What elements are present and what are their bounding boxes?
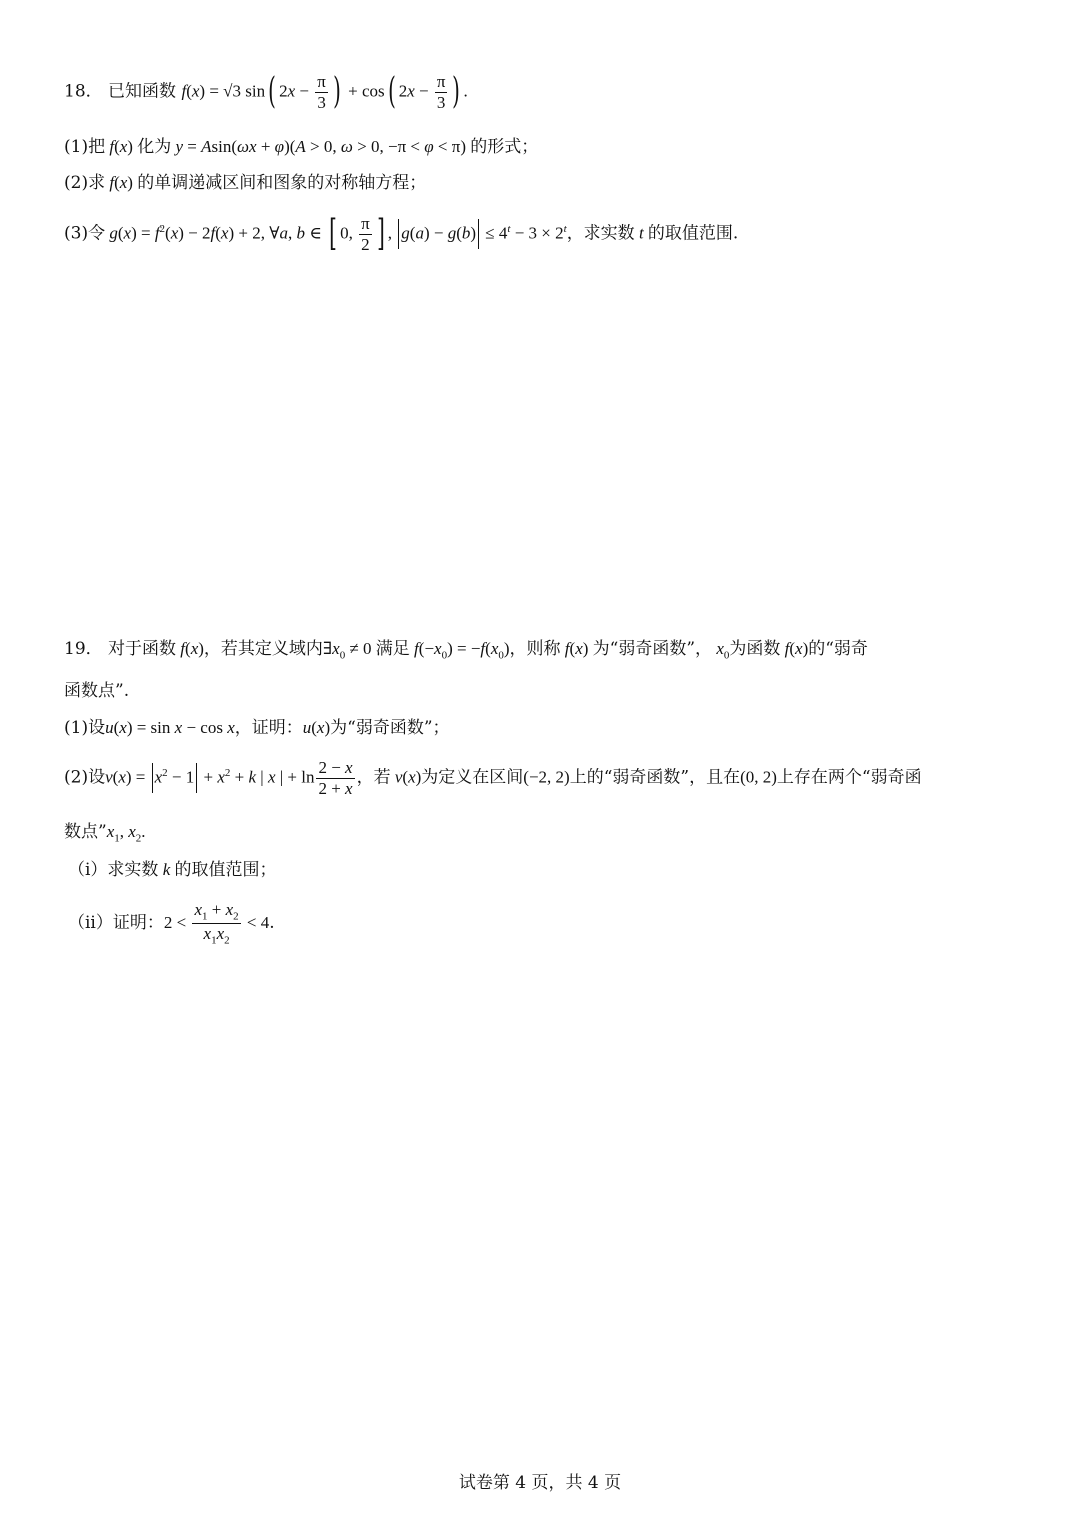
- q18-part2: (2)求 f(x) 的单调递减区间和图象的对称轴方程；: [64, 173, 427, 193]
- q19-stem: 19． 对于函数 f(x)，若其定义域内$\exists x_0 \ne 0$ 满足 $f(-x_0) = -f(x_0)$，则称 f(x) 为“弱奇函数”， $x_0$为函数 f(x)的“弱奇: [64, 639, 868, 662]
- q19-stem-line2: 函数点”.: [64, 681, 130, 701]
- q19-part2-line2: 数点$”x_1$, $x_2$.: [64, 822, 146, 845]
- q19-sub-ii: （ii）证明：2 < $\frac{x_1 + x_2}{x_1x_2}$ < 4.: [68, 900, 275, 947]
- q18-stem-text: 已知函数: [108, 81, 177, 102]
- page-footer: 试卷第 4 页，共 4 页: [458, 1473, 622, 1493]
- q19-part2: (2)设$v(x) = x^2 - 1 + x^2 + k$ | x | + ln $\frac{2 - x}{2 + x}$ ，若 v(x)为定义在区间(−2, 2)上的“弱奇函数”，且在(0, 2)上存在两个“弱奇函: [64, 758, 922, 798]
- q19-part1: (1)设u(x) = sin x − cos x，证明：u(x)为“弱奇函数”；: [64, 718, 450, 738]
- q19-number: 19．: [64, 639, 103, 659]
- q18-part3: (3)令 $g(x) = f^2(x) - 2f(x) + 2$, ∀a, b ∈ [ 0, $\frac{\pi}{2}$ ] , $g(a) - g(b) \le 4^t - 3 \times 2^t$，求实数 t 的取值范围.: [64, 213, 739, 255]
- q18-stem: 18． 已知函数 f(x) = √3 sin( 2x − $\frac{\pi}{3}$ ) + cos( 2x − $\frac{\pi}{3}$ ) .: [64, 71, 468, 113]
- q18-part1: (1)把 f(x) 化为 y = Asin(ωx + φ)(A > 0, ω > 0, −π < φ < π) 的形式；: [64, 137, 539, 157]
- q18-number: 18．: [64, 81, 103, 102]
- q19-sub-i: （i）求实数 k 的取值范围；: [68, 860, 277, 880]
